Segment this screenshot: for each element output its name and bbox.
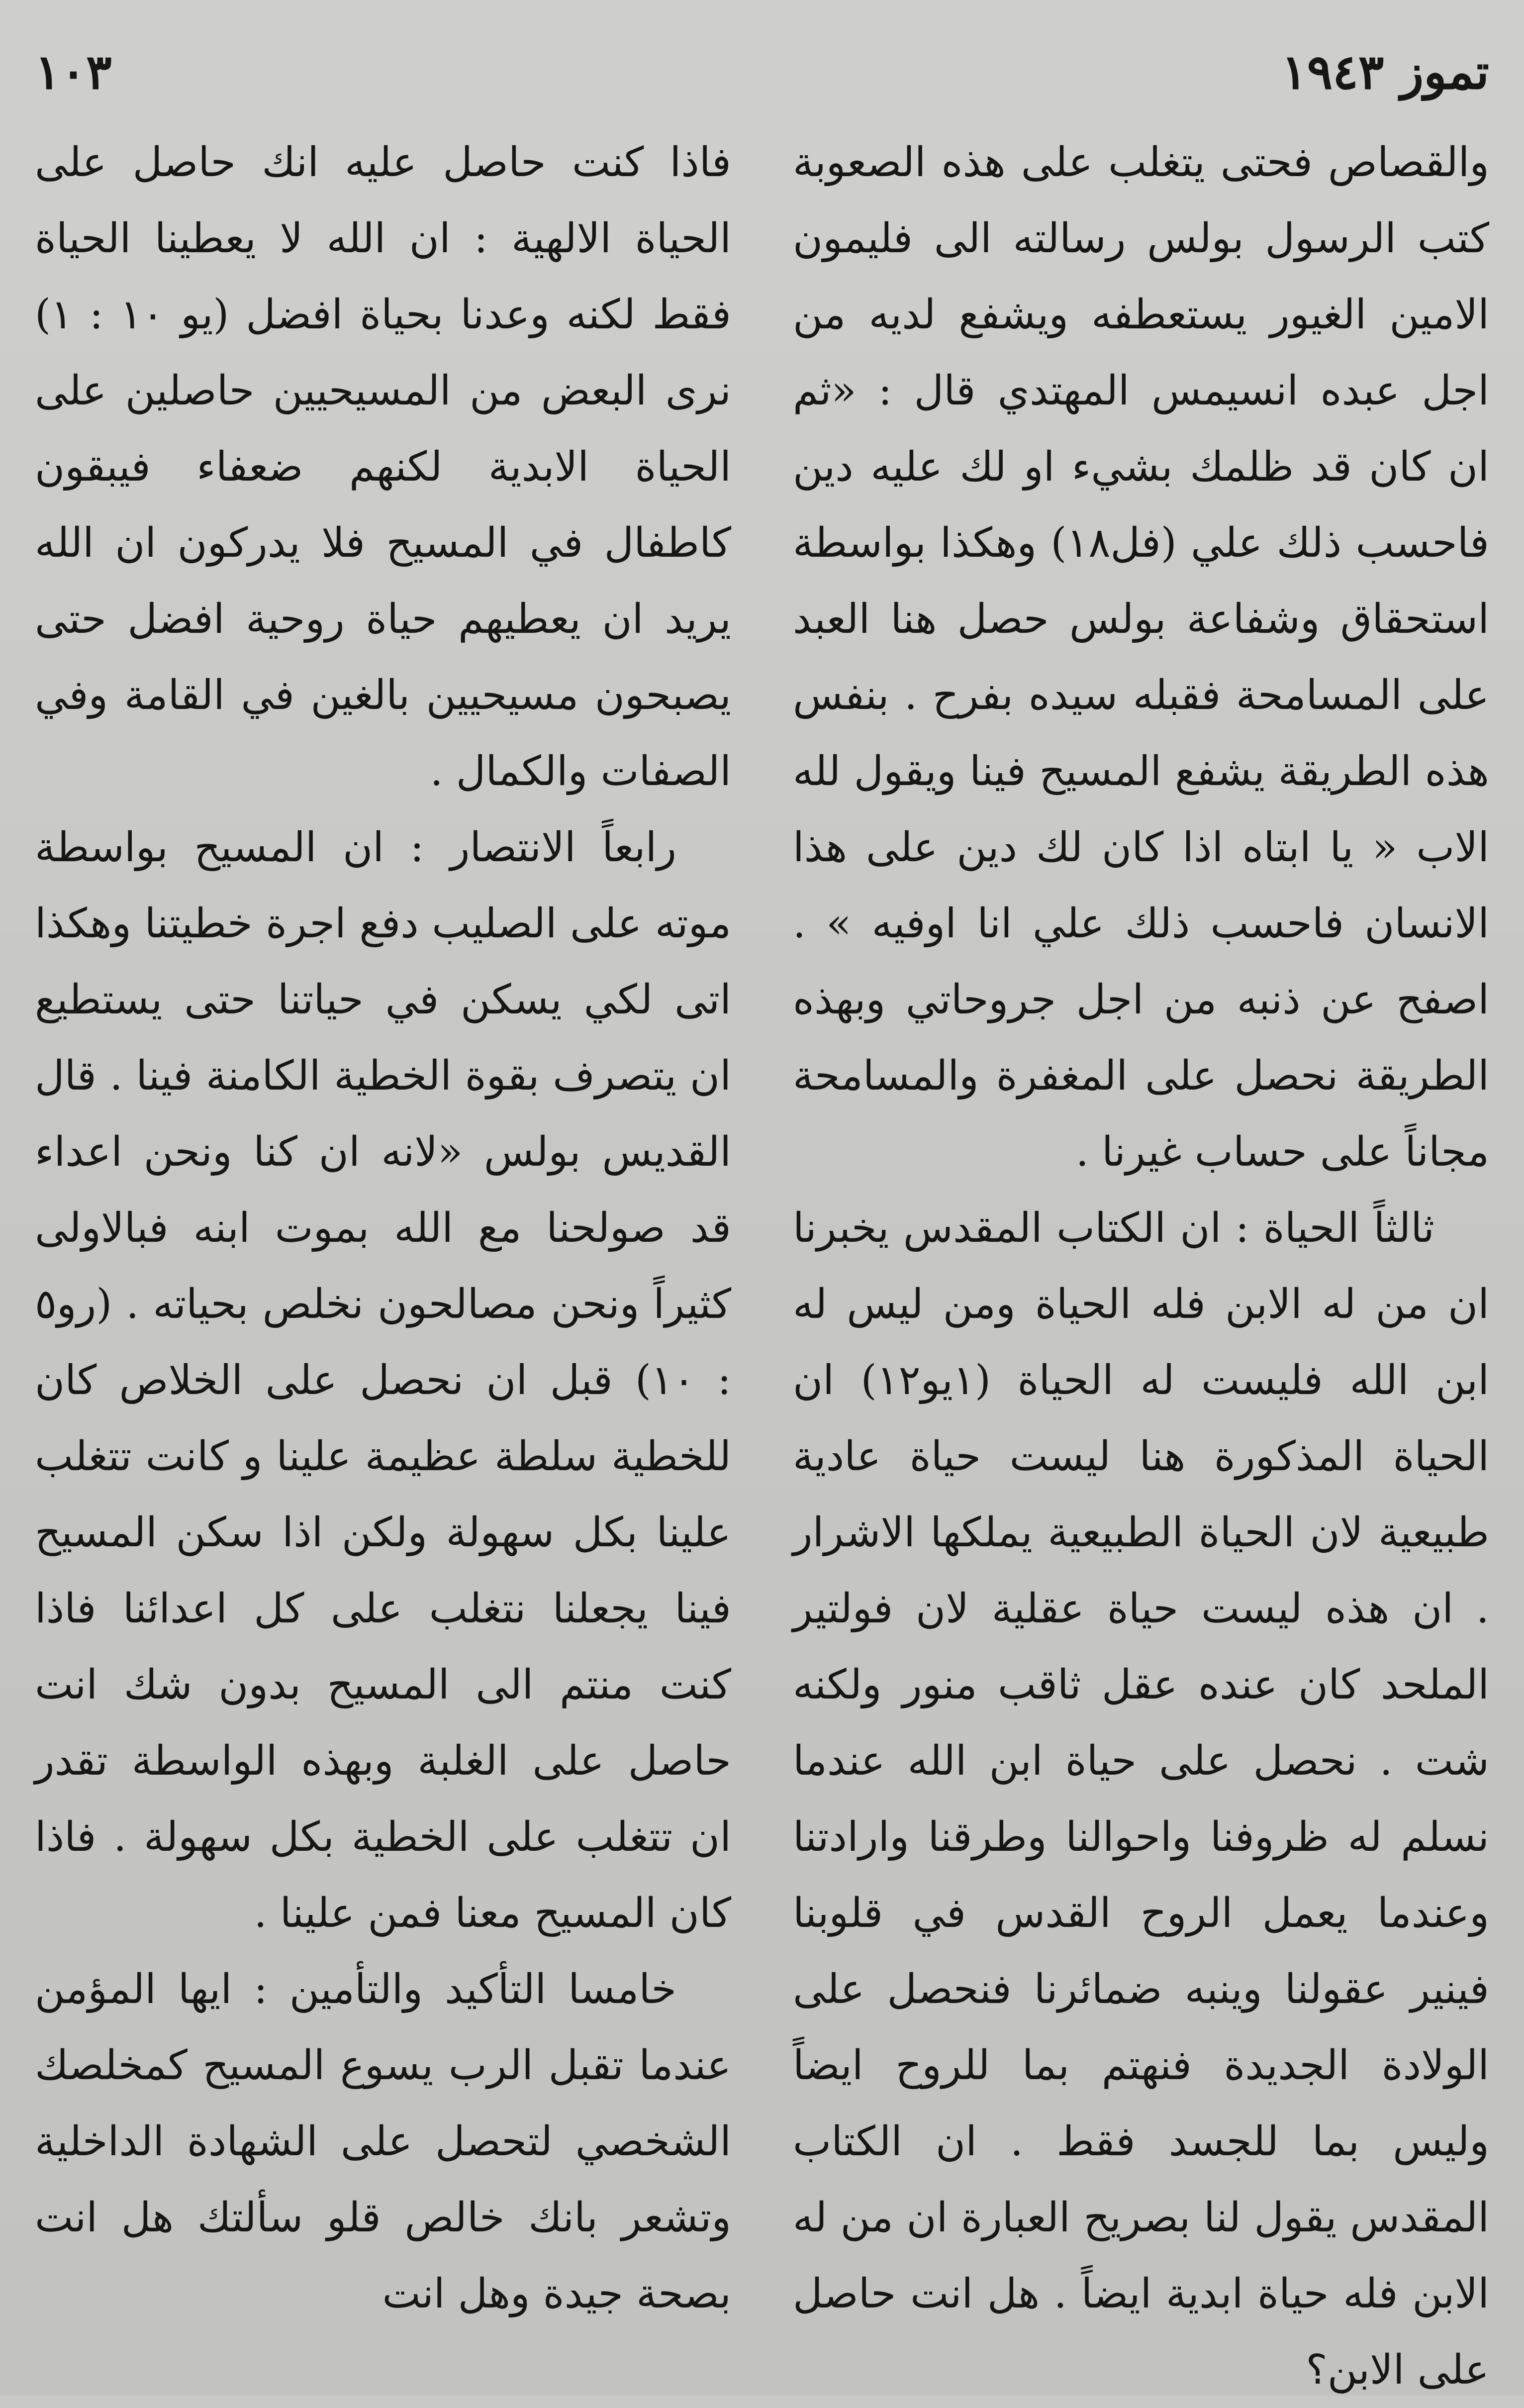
left-column [35, 124, 731, 2332]
page-number: ١٠٣ [35, 44, 112, 100]
left-paragraph-3: خامسا التأكيد والتأمين : ايها المؤمن عندما تقبل الرب يسوع المسيح كمخلصك الشخصي لتحصل على الشهادة الداخلية وتشعر بانك خالص قلو سألتك هل انت بصحة جيدة وهل انت [35, 1966, 731, 2317]
right-column [793, 124, 1489, 2408]
issue-date: تموز ١٩٤٣ [1281, 44, 1489, 100]
right-paragraph-1: والقصاص فحتى يتغلب على هذه الصعوبة كتب الرسول بولس رسالته الى فليمون الامين الغيور يستعطفه ويشفع لديه من اجل عبده انسيمس المهتدي قال : «ثم ان كان قد ظلمك بشيء او لك عليه دين فاحسب ذلك علي (فل١٨) وهكذا بواسطة استحقاق وشفاعة بولس حصل هنا العبد على المسامحة فقبله سيده بفرح . بنفس هذه الطريقة يشفع المسيح فينا ويقول لله الاب « يا ابتاه اذا كان لك دين على هذا الانسان فاحسب ذلك علي انا اوفيه » . اصفح عن ذنبه من اجل جروحاتي وبهذه الطريقة نحصل على المغفرة والمسامحة مجاناً على حساب غيرنا . [793, 139, 1489, 1176]
page-header [35, 27, 1489, 117]
right-paragraph-2: ثالثاً الحياة : ان الكتاب المقدس يخبرنا ان من له الابن فله الحياة ومن ليس له ابن الله فليست له الحياة (١يو١٢) ان الحياة المذكورة هنا ليست حياة عادية طبيعية لان الحياة الطبيعية يملكها الاشرار . ان هذه ليست حياة عقلية لان فولتير الملحد كان عنده عقل ثاقب منور ولكنه شت . نحصل على حياة ابن الله عندما نسلم له ظروفنا واحوالنا وطرقنا وارادتنا وعندما يعمل الروح القدس في قلوبنا فينير عقولنا وينبه ضمائرنا فنحصل على الولادة الجديدة فنهتم بما للروح ايضاً وليس بما للجسد فقط . ان الكتاب المقدس يقول لنا بصريح العبارة ان من له الابن فله حياة ابدية ايضاً . هل انت حاصل على الابن؟ [793, 1204, 1489, 2394]
left-paragraph-1: فاذا كنت حاصل عليه انك حاصل على الحياة الالهية : ان الله لا يعطينا الحياة فقط لكنه وعدنا بحياة افضل (يو ١٠ : ١) نرى البعض من المسيحيين حاصلين على الحياة الابدية لكنهم ضعفاء فيبقون كاطفال في المسيح فلا يدركون ان الله يريد ان يعطيهم حياة روحية افضل حتى يصبحون مسيحيين بالغين في القامة وفي الصفات والكمال . [35, 139, 731, 795]
left-paragraph-2: رابعاً الانتصار : ان المسيح بواسطة موته على الصليب دفع اجرة خطيتنا وهكذا اتى لكي يسكن في حياتنا حتى يستطيع ان يتصرف بقوة الخطية الكامنة فينا . قال القديس بولس «لانه ان كنا ونحن اعداء قد صولحنا مع الله بموت ابنه فبالاولى كثيراً ونحن مصالحون نخلص بحياته . (رو٥ : ١٠) قبل ان نحصل على الخلاص كان للخطية سلطة عظيمة علينا و كانت تتغلب علينا بكل سهولة ولكن اذا سكن المسيح فينا يجعلنا نتغلب على كل اعدائنا فاذا كنت منتم الى المسيح بدون شك انت حاصل على الغلبة وبهذه الواسطة تقدر ان تتغلب على الخطية بكل سهولة . فاذا كان المسيح معنا فمن علينا . [35, 824, 731, 1937]
